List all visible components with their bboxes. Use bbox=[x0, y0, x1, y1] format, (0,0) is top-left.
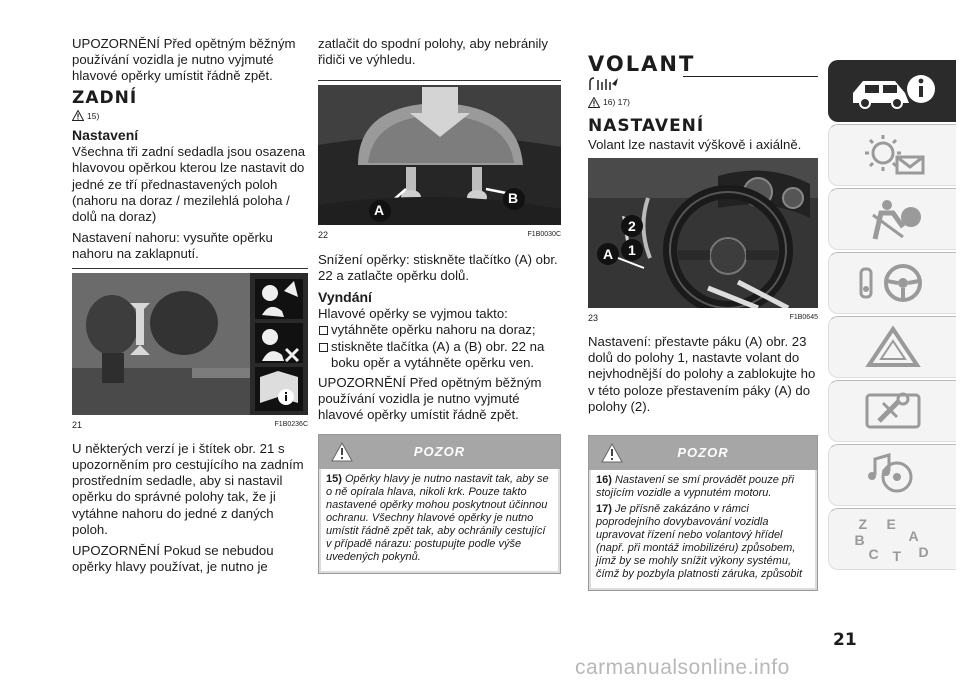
figure-22-illustration bbox=[318, 85, 561, 225]
list-item: stiskněte tlačítka (A) a (B) obr. 22 na boku opěr a vytáhněte opěrku ven. bbox=[318, 339, 561, 371]
steering-lock-icon bbox=[588, 76, 620, 92]
multimedia-icon bbox=[853, 451, 933, 499]
warning-box-headrest bbox=[318, 434, 561, 574]
warning-item-16 bbox=[596, 474, 810, 500]
paragraph-adjust-up: Nastavení nahoru: vysuňte opěrku nahoru na zaklapnutí. bbox=[72, 230, 273, 262]
warning-text: Opěrky hlavy je nutno nastavit tak, aby se o ně opírala hlava, nikoli krk. Pouze takto nastavené opěrky mohou poskytnout účinnou ochranu. Všechny hlavové opěrky je nutno umístit řádně zpět tak, aby ochránily cestující v případě nárazu: postupujte podle výše uvedených pokynů. bbox=[326, 472, 549, 563]
car-info-icon bbox=[845, 69, 941, 113]
tab-multimedia[interactable] bbox=[828, 444, 956, 506]
subheading-settings: Nastavení bbox=[72, 127, 139, 144]
figure-23-illustration bbox=[588, 158, 818, 308]
warning-box-header bbox=[589, 436, 817, 470]
tab-warning-lights[interactable] bbox=[828, 124, 956, 186]
warning-number: 17) bbox=[596, 503, 612, 516]
paragraph-rear-seats: Všechna tři zadní sedadla jsou osazena hlavovou opěrkou kterou lze nastavit do jedné ze tří přednastavených poloh (nahoru na doraz / mezilehlá poloha / dolů na doraz) bbox=[72, 144, 306, 225]
warning-text: Je přísně zakázáno v rámci poprodejního dovybavování vozidla upravovat řízení nebo volantový hřídel (např. při montáž imobilizéru) způsobem, jímž by se mohly snížit výkony systému, čímž by pozbyla platnosti záruka, způsobit bbox=[596, 503, 803, 581]
figure-21-number: 21 bbox=[72, 419, 83, 430]
figure-22-caption bbox=[318, 227, 561, 243]
figure-22-number: 22 bbox=[318, 230, 329, 241]
figure-23-steering-wheel bbox=[588, 158, 818, 308]
figure-23-label-1: 1 bbox=[628, 241, 636, 258]
warning-triangle-icon bbox=[601, 443, 623, 463]
figure-23-number: 23 bbox=[588, 312, 599, 323]
figure-21-caption bbox=[72, 417, 308, 433]
steering-wheel-icon bbox=[853, 259, 933, 307]
warning-title: POZOR bbox=[677, 444, 729, 460]
figure-21-code: F1B0236C bbox=[274, 420, 308, 428]
subheading-removal: Vyndání bbox=[318, 289, 372, 306]
paragraph-steering-adjust: Volant lze nastavit výškově i axiálně. bbox=[588, 136, 802, 152]
index-letter: T bbox=[892, 548, 902, 564]
removal-steps-list bbox=[318, 322, 561, 371]
figure-23-label-a: A bbox=[603, 245, 614, 262]
warning-number: 16) bbox=[596, 474, 612, 487]
watermark: carmanualsonline.info bbox=[575, 656, 790, 679]
paragraph-sticker: U některých verzí je i štítek obr. 21 s upozorněním pro cestujícího na zadním prostředním sedadle, aby si nastavil opěrku do správné polohy tak, že ji vytáhne nahoru do jedné z daných poloh. bbox=[72, 440, 304, 537]
intro-notice: UPOZORNĚNÍ Před opětným běžným používání vozidla je nutno vyjmuté hlavové opěrky umístit řádně zpět. bbox=[72, 36, 296, 84]
list-item: vytáhněte opěrku nahoru na doraz; bbox=[318, 322, 561, 338]
heading-steering-wheel: VOLANT bbox=[588, 52, 696, 76]
index-letter: B bbox=[854, 532, 865, 548]
index-letter: Z bbox=[858, 516, 868, 532]
maintenance-wrench-icon bbox=[853, 387, 933, 435]
warning-body bbox=[591, 470, 815, 588]
warning-body bbox=[321, 469, 558, 571]
tab-breakdown[interactable] bbox=[828, 316, 956, 378]
paragraph-notice-lowered: UPOZORNĚNÍ Pokud se nebudou opěrky hlavy používat, je nutno je bbox=[72, 543, 274, 575]
warning-box-header bbox=[319, 435, 560, 469]
warning-number: 15) bbox=[326, 472, 342, 485]
warning-text: Nastavení se smí provádět pouze při stojícím vozidle a vypnutém motoru. bbox=[596, 474, 795, 500]
tab-maintenance[interactable] bbox=[828, 380, 956, 442]
figure-21-illustration bbox=[72, 273, 308, 415]
column-3 bbox=[588, 36, 818, 591]
chapter-tabs bbox=[828, 60, 956, 572]
warning-triangle-icon bbox=[331, 442, 353, 462]
index-letter: D bbox=[918, 544, 929, 560]
figure-21-headrest-sticker bbox=[72, 273, 308, 415]
figure-22-code: F1B0030C bbox=[527, 231, 561, 239]
column-2 bbox=[318, 36, 561, 574]
warning-item-17 bbox=[596, 503, 810, 581]
figure-rule bbox=[318, 80, 561, 81]
figure-22-label-b: B bbox=[508, 190, 519, 207]
page-number: 21 bbox=[833, 630, 857, 650]
figure-23-label-2: 2 bbox=[628, 217, 636, 234]
breakdown-triangle-icon bbox=[853, 323, 933, 371]
warning-ref-numbers: 16) 17) bbox=[603, 97, 630, 108]
warning-triangle-icon bbox=[588, 97, 600, 108]
airbag-icon bbox=[853, 195, 933, 243]
warning-lights-icon bbox=[853, 131, 933, 179]
heading-settings: NASTAVENÍ bbox=[588, 116, 705, 137]
heading-rear: ZADNÍ bbox=[72, 87, 138, 108]
warning-title: POZOR bbox=[413, 443, 466, 459]
tab-steering-wheel[interactable] bbox=[828, 252, 956, 314]
paragraph-notice-replace: UPOZORNĚNÍ Před opětným běžným používání vozidla je nutno vyjmuté hlavové opěrky umístit řádně zpět. bbox=[318, 375, 542, 423]
tab-alphabet-index[interactable] bbox=[828, 508, 956, 570]
figure-23-caption bbox=[588, 310, 818, 326]
heading-underline bbox=[683, 76, 818, 77]
warning-triangle-icon bbox=[72, 110, 84, 121]
paragraph-removal-intro: Hlavové opěrky se vyjmou takto: bbox=[318, 306, 508, 322]
index-letter: E bbox=[886, 516, 896, 532]
warning-reference bbox=[588, 94, 818, 110]
paragraph-continuation: zatlačit do spodní polohy, aby nebránily řidiči ve výhledu. bbox=[318, 36, 548, 68]
paragraph-lowering: Snížení opěrky: stiskněte tlačítko (A) obr. 22 a zatlačte opěrku dolů. bbox=[318, 251, 558, 283]
tab-airbag[interactable] bbox=[828, 188, 956, 250]
paragraph-adjust-procedure: Nastavení: přestavte páku (A) obr. 23 dolů do polohy 1, nastavte volant do nejvhodnější do polohy a zablokujte ho v této poloze přestavením páky (A) do polohy (2). bbox=[588, 334, 816, 414]
alphabet-index-icon bbox=[853, 514, 933, 564]
warning-item-15 bbox=[326, 473, 553, 564]
figure-22-label-a: A bbox=[374, 202, 385, 219]
figure-22-headrest-buttons bbox=[318, 85, 561, 225]
figure-rule bbox=[72, 268, 308, 269]
index-letter: C bbox=[868, 546, 879, 562]
warning-reference bbox=[72, 108, 308, 124]
column-1 bbox=[72, 36, 308, 580]
warning-ref-number: 15) bbox=[87, 110, 100, 121]
tab-car-info[interactable] bbox=[828, 60, 956, 122]
figure-23-code: F1B0645 bbox=[789, 313, 818, 321]
index-letter: A bbox=[908, 528, 919, 544]
warning-box-steering bbox=[588, 435, 818, 591]
